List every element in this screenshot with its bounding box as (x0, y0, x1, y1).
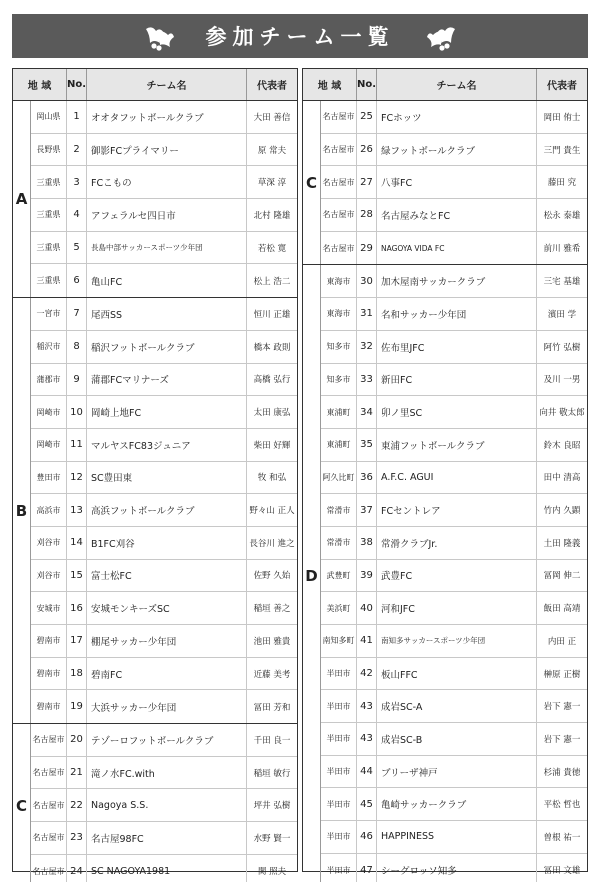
header-rep: 代表者 (257, 81, 287, 92)
cell-area: 刈谷市 (31, 560, 67, 592)
cell-team: 亀崎サッカークラブ (377, 788, 537, 820)
cell-no: 38 (357, 527, 377, 559)
cell-area: 常滑市 (321, 494, 357, 526)
cell-team: 板山FFC (377, 658, 537, 690)
cell-team: FCホッツ (377, 101, 537, 133)
cell-no: 2 (67, 134, 87, 166)
cell-no: 29 (357, 232, 377, 265)
cell-rep: 太田 康弘 (253, 408, 291, 419)
cell-rep: 鈴木 良昭 (543, 440, 581, 451)
cell-no: 37 (357, 494, 377, 526)
table-row (31, 199, 297, 232)
cell-no: 6 (67, 264, 87, 297)
cell-no: 25 (357, 101, 377, 133)
cell-rep: 土田 隆義 (543, 538, 581, 549)
cell-no: 39 (357, 560, 377, 592)
cell-no: 22 (67, 789, 87, 821)
cell-rep: 佐野 久始 (253, 571, 291, 582)
cell-area: 名古屋市 (321, 134, 357, 166)
cell-area: 半田市 (321, 658, 357, 690)
cell-no: 21 (67, 757, 87, 789)
cell-team: アフェラルセ四日市 (87, 199, 247, 231)
cell-no: 32 (357, 331, 377, 363)
cell-team: A.F.C. AGUI (377, 462, 537, 494)
cell-area: 三重県 (31, 199, 67, 231)
table-row (321, 821, 587, 854)
table-row (321, 494, 587, 527)
cell-area: 知多市 (321, 364, 357, 396)
cell-area: 半田市 (321, 854, 357, 882)
cell-team: 大浜サッカー少年団 (87, 690, 247, 723)
cell-team: オオタフットボールクラブ (87, 101, 247, 133)
cell-team: 東浦フットボールクラブ (377, 429, 537, 461)
table-row (321, 625, 587, 658)
header-team: チーム名 (87, 69, 247, 100)
cell-area: 碧南市 (31, 690, 67, 723)
cell-rep: 田中 清高 (543, 473, 581, 484)
cell-rep: 牧 和弘 (257, 473, 287, 484)
group-rows (321, 101, 587, 264)
cell-no: 27 (357, 166, 377, 198)
table-row (31, 429, 297, 462)
cell-no: 36 (357, 462, 377, 494)
cell-rep: 稲垣 善之 (253, 604, 291, 615)
cell-no: 19 (67, 690, 87, 723)
cell-no: 13 (67, 494, 87, 526)
cell-team: 長島中部サッカースポーツ少年団 (87, 232, 247, 264)
cell-team: SC豊田東 (87, 462, 247, 494)
cell-rep: 池田 雅貴 (253, 636, 291, 647)
cell-area: 安城市 (31, 592, 67, 624)
cell-area: 豊田市 (31, 462, 67, 494)
cell-area: 岡崎市 (31, 396, 67, 428)
cell-team: 名和サッカー少年団 (377, 298, 537, 330)
cell-rep: 大田 善信 (253, 112, 291, 123)
cell-area: 蒲郡市 (31, 364, 67, 396)
group-letter: C (13, 724, 31, 882)
table-row (31, 166, 297, 199)
cell-team: テゾーロフットボールクラブ (87, 724, 247, 756)
team-table-right (302, 68, 588, 878)
table-row (31, 592, 297, 625)
cell-team: 棚尾サッカー少年団 (87, 625, 247, 657)
table-row (321, 429, 587, 462)
cell-rep: 平松 哲也 (543, 800, 581, 811)
cell-area: 武豊町 (321, 560, 357, 592)
cell-no: 4 (67, 199, 87, 231)
cell-rep: 松上 浩二 (253, 276, 291, 287)
table-row (321, 298, 587, 331)
table-row (31, 494, 297, 527)
cell-rep: 坪井 弘樹 (253, 801, 291, 812)
group-block (13, 297, 297, 723)
cell-no: 43 (357, 690, 377, 722)
table-row (321, 723, 587, 756)
header-area: 地 域 (13, 69, 67, 100)
table-row (321, 560, 587, 593)
cell-area: 名古屋市 (31, 822, 67, 854)
cell-area: 阿久比町 (321, 462, 357, 494)
table-row (31, 364, 297, 397)
cell-no: 40 (357, 592, 377, 624)
cell-no: 18 (67, 658, 87, 690)
table-row (321, 690, 587, 723)
table-row (321, 331, 587, 364)
cell-no: 44 (357, 756, 377, 788)
cell-team: 新田FC (377, 364, 537, 396)
group-block (303, 101, 587, 264)
team-table-left (12, 68, 298, 878)
cell-no: 47 (357, 854, 377, 882)
cell-team: HAPPINESS (377, 821, 537, 853)
cell-area: 岡崎市 (31, 429, 67, 461)
cell-rep: 近藤 美考 (253, 669, 291, 680)
cell-team: 佐布里JFC (377, 331, 537, 363)
table-row (321, 101, 587, 134)
cell-no: 34 (357, 396, 377, 428)
cell-rep: 内田 正 (547, 636, 577, 647)
cell-area: 三重県 (31, 264, 67, 297)
table-row (321, 199, 587, 232)
group-letter: A (13, 101, 31, 297)
cell-no: 46 (357, 821, 377, 853)
table-row (321, 462, 587, 495)
table-row (321, 134, 587, 167)
cell-area: 東浦町 (321, 396, 357, 428)
cell-area: 半田市 (321, 756, 357, 788)
cell-team: マルヤスFC83ジュニア (87, 429, 247, 461)
cell-no: 41 (357, 625, 377, 657)
cell-area: 岡山県 (31, 101, 67, 133)
cell-rep: 若松 寛 (257, 243, 287, 254)
cell-team: 富士松FC (87, 560, 247, 592)
cell-no: 17 (67, 625, 87, 657)
cell-no: 15 (67, 560, 87, 592)
cell-rep: 榊原 正樹 (543, 669, 581, 680)
cell-no: 3 (67, 166, 87, 198)
table-row (31, 331, 297, 364)
page-title: 参加チーム一覧 (205, 25, 395, 49)
cell-team: 亀山FC (87, 264, 247, 297)
cell-no: 5 (67, 232, 87, 264)
table-row (321, 232, 587, 265)
cell-area: 半田市 (321, 821, 357, 853)
group-rows (31, 298, 297, 723)
table-row (321, 658, 587, 691)
group-block (13, 101, 297, 297)
table-row (321, 527, 587, 560)
cell-area: 碧南市 (31, 658, 67, 690)
cell-area: 半田市 (321, 788, 357, 820)
table-header (303, 69, 587, 101)
cell-area: 名古屋市 (321, 232, 357, 265)
cell-team: 滝ノ水FC.with (87, 757, 247, 789)
cell-rep: 飯田 高靖 (543, 604, 581, 615)
cell-no: 8 (67, 331, 87, 363)
cell-area: 名古屋市 (31, 757, 67, 789)
table-row (31, 101, 297, 134)
cell-no: 24 (67, 855, 87, 882)
cell-no: 23 (67, 822, 87, 854)
cell-team: FCセントレア (377, 494, 537, 526)
cell-team: 緑フットボールクラブ (377, 134, 537, 166)
cell-area: 東浦町 (321, 429, 357, 461)
cell-rep: 関 照夫 (257, 867, 287, 878)
cell-rep: 濱田 学 (547, 309, 577, 320)
cell-team: ブリーザ神戸 (377, 756, 537, 788)
cell-area: 高浜市 (31, 494, 67, 526)
cell-rep: 及川 一男 (543, 375, 581, 386)
cell-team: 武豊FC (377, 560, 537, 592)
cell-rep: 岡田 侑士 (543, 112, 581, 123)
cell-area: 一宮市 (31, 298, 67, 330)
cell-area: 常滑市 (321, 527, 357, 559)
cell-no: 43 (357, 723, 377, 755)
table-row (321, 265, 587, 298)
cell-no: 11 (67, 429, 87, 461)
table-row (31, 232, 297, 265)
cell-rep: 曽根 祐一 (543, 832, 581, 843)
cell-team: SC NAGOYA1981 (87, 855, 247, 882)
table-row (31, 527, 297, 560)
cell-area: 名古屋市 (31, 855, 67, 882)
cell-team: 河和JFC (377, 592, 537, 624)
table-row (321, 788, 587, 821)
table-row (31, 822, 297, 855)
cell-rep: 岩下 憲一 (543, 734, 581, 745)
cell-team: FCこもの (87, 166, 247, 198)
holly-right-icon (425, 21, 459, 51)
cell-area: 名古屋市 (321, 166, 357, 198)
cell-area: 半田市 (321, 690, 357, 722)
cell-area: 東海市 (321, 298, 357, 330)
table-row (31, 658, 297, 691)
cell-area: 名古屋市 (31, 724, 67, 756)
cell-team: 高浜フットボールクラブ (87, 494, 247, 526)
cell-no: 10 (67, 396, 87, 428)
cell-area: 稲沢市 (31, 331, 67, 363)
table-row (321, 364, 587, 397)
cell-team: 碧南FC (87, 658, 247, 690)
cell-area: 名古屋市 (31, 789, 67, 821)
cell-team: 名古屋98FC (87, 822, 247, 854)
cell-team: 安城モンキーズSC (87, 592, 247, 624)
cell-area: 長野県 (31, 134, 67, 166)
cell-no: 42 (357, 658, 377, 690)
table-header (13, 69, 297, 101)
cell-no: 28 (357, 199, 377, 231)
table-row (321, 854, 587, 882)
cell-no: 14 (67, 527, 87, 559)
group-rows (31, 101, 297, 297)
cell-no: 33 (357, 364, 377, 396)
cell-team: 御影FCプライマリー (87, 134, 247, 166)
cell-team: B1FC刈谷 (87, 527, 247, 559)
header-rep: 代表者 (547, 81, 577, 92)
cell-area: 刈谷市 (31, 527, 67, 559)
cell-no: 31 (357, 298, 377, 330)
cell-team: 岡崎上地FC (87, 396, 247, 428)
cell-rep: 三宅 基雄 (543, 277, 581, 288)
cell-rep: 千田 良一 (253, 735, 291, 746)
cell-no: 9 (67, 364, 87, 396)
cell-team: 加木屋南サッカークラブ (377, 265, 537, 297)
table-row (31, 757, 297, 790)
cell-team: 成岩SC-A (377, 690, 537, 722)
table-row (321, 166, 587, 199)
header-no: No. (67, 69, 87, 100)
cell-no: 20 (67, 724, 87, 756)
table-row (31, 625, 297, 658)
cell-area: 東海市 (321, 265, 357, 297)
cell-area: 碧南市 (31, 625, 67, 657)
cell-no: 26 (357, 134, 377, 166)
cell-no: 1 (67, 101, 87, 133)
cell-rep: 三門 貴生 (543, 145, 581, 156)
table-row (321, 396, 587, 429)
cell-rep: 藤田 究 (547, 178, 577, 189)
group-letter: B (13, 298, 31, 723)
cell-no: 30 (357, 265, 377, 297)
cell-no: 45 (357, 788, 377, 820)
cell-rep: 柴田 好輝 (253, 440, 291, 451)
title-banner (12, 14, 588, 58)
cell-rep: 水野 賢一 (253, 833, 291, 844)
cell-team: NAGOYA VIDA FC (377, 232, 537, 265)
cell-rep: 竹内 久顕 (543, 506, 581, 517)
cell-no: 16 (67, 592, 87, 624)
cell-rep: 高橋 弘行 (253, 375, 291, 386)
cell-rep: 前川 雅希 (543, 244, 581, 255)
table-row (31, 855, 297, 882)
cell-rep: 松永 泰雄 (543, 210, 581, 221)
cell-rep: 向井 敬太郎 (539, 408, 585, 419)
cell-team: 蒲郡FCマリナーズ (87, 364, 247, 396)
cell-rep: 草深 淳 (257, 178, 287, 189)
cell-rep: 岩下 憲一 (543, 702, 581, 713)
holly-left-icon (142, 21, 176, 51)
cell-rep: 冨岡 伸二 (543, 571, 581, 582)
cell-team: 成岩SC-B (377, 723, 537, 755)
cell-rep: 稲垣 敏行 (253, 768, 291, 779)
table-row (31, 264, 297, 297)
cell-rep: 冨田 文雄 (543, 866, 581, 877)
cell-team: 卯ノ里SC (377, 396, 537, 428)
cell-team: 常滑クラブJr. (377, 527, 537, 559)
table-row (31, 560, 297, 593)
table-row (31, 134, 297, 167)
cell-rep: 長谷川 進之 (249, 538, 295, 549)
table-row (31, 690, 297, 723)
group-rows (321, 265, 587, 882)
cell-rep: 冨田 芳和 (253, 702, 291, 713)
cell-no: 7 (67, 298, 87, 330)
table-row (321, 756, 587, 789)
cell-area: 三重県 (31, 166, 67, 198)
cell-rep: 杉浦 貴徳 (543, 767, 581, 778)
cell-area: 南知多町 (321, 625, 357, 657)
cell-no: 35 (357, 429, 377, 461)
table-row (31, 789, 297, 822)
header-no: No. (357, 69, 377, 100)
cell-team: 名古屋みなとFC (377, 199, 537, 231)
cell-area: 知多市 (321, 331, 357, 363)
cell-rep: 阿竹 弘樹 (543, 342, 581, 353)
cell-area: 半田市 (321, 723, 357, 755)
group-letter: D (303, 265, 321, 882)
cell-rep: 原 常夫 (257, 145, 287, 156)
cell-rep: 野々山 正人 (249, 506, 295, 517)
table-row (31, 298, 297, 331)
table-row (31, 724, 297, 757)
cell-team: 稲沢フットボールクラブ (87, 331, 247, 363)
cell-rep: 北村 隆雄 (253, 210, 291, 221)
group-letter: C (303, 101, 321, 264)
table-row (31, 462, 297, 495)
cell-area: 名古屋市 (321, 101, 357, 133)
cell-no: 12 (67, 462, 87, 494)
cell-team: 八事FC (377, 166, 537, 198)
cell-rep: 恒川 正雄 (253, 309, 291, 320)
group-rows (31, 724, 297, 882)
cell-area: 名古屋市 (321, 199, 357, 231)
cell-team: 尾西SS (87, 298, 247, 330)
group-block (303, 264, 587, 882)
table-row (321, 592, 587, 625)
cell-team: シーグロッソ知多 (377, 854, 537, 882)
header-area: 地 域 (303, 69, 357, 100)
cell-team: 南知多サッカースポーツ少年団 (377, 625, 537, 657)
cell-rep: 橋本 政則 (253, 342, 291, 353)
table-row (31, 396, 297, 429)
group-block (13, 723, 297, 882)
header-team: チーム名 (377, 69, 537, 100)
cell-team: Nagoya S.S. (87, 789, 247, 821)
cell-area: 美浜町 (321, 592, 357, 624)
cell-area: 三重県 (31, 232, 67, 264)
